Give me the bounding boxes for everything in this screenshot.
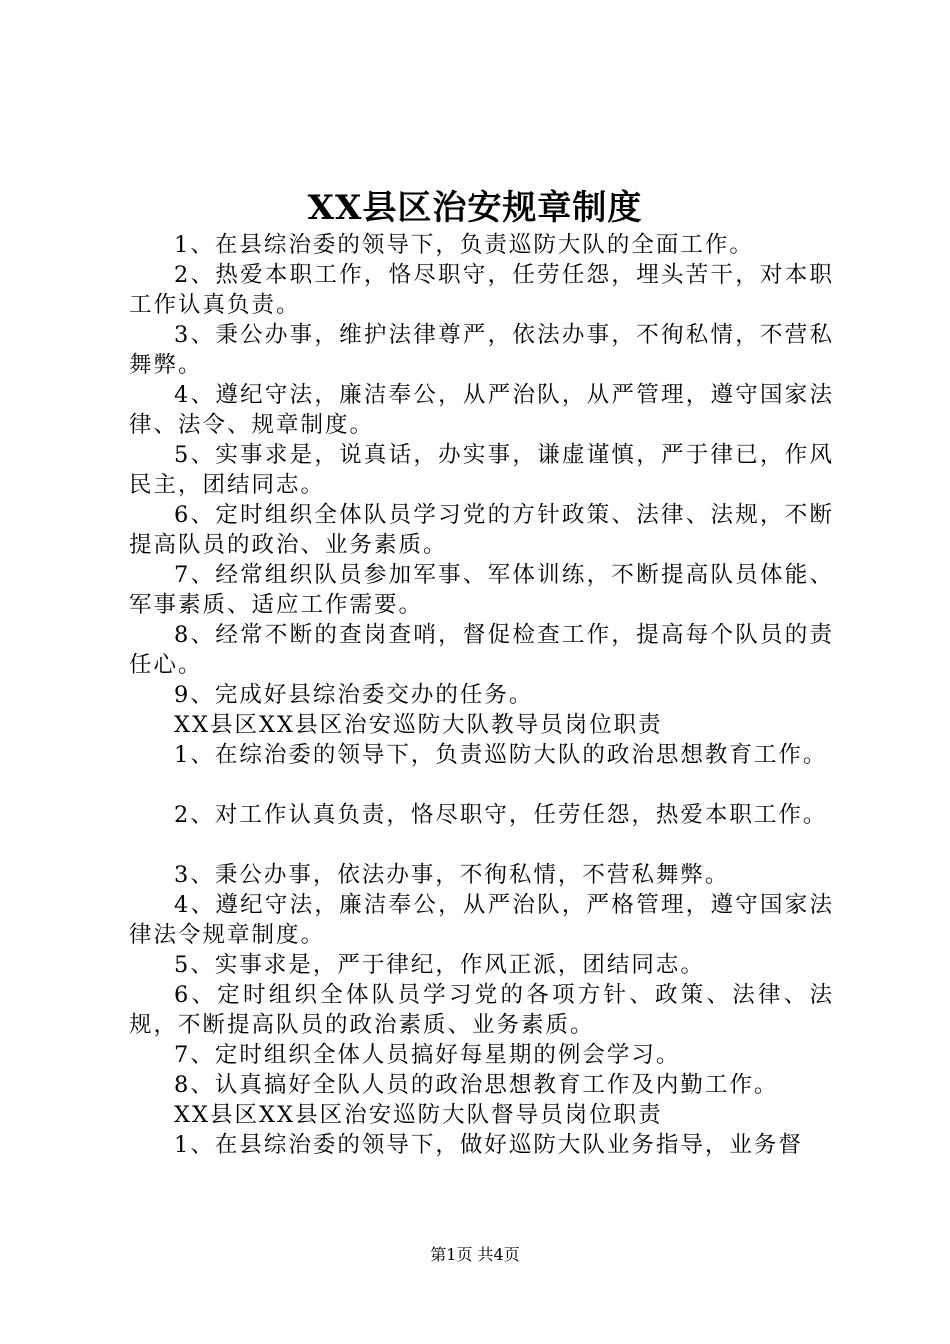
paragraph: 5、实事求是，严于律纪，作风正派，团结同志。 — [174, 952, 705, 978]
paragraph: 1、在县综治委的领导下，做好巡防大队业务指导，业务督 — [174, 1132, 803, 1158]
paragraph: 3、秉公办事，依法办事，不徇私情，不营私舞弊。 — [174, 862, 730, 888]
document-title: XX县区治安规章制度 — [307, 188, 643, 228]
page-footer: 第1页 共4页 — [430, 1245, 520, 1264]
paragraph: 8、经常不断的查岗查哨，督促检查工作，提高每个队员的责任心。 — [129, 622, 834, 678]
paragraph: 6、定时组织全体队员学习党的各项方针、政策、法律、法规，不断提高队员的政治素质、业务素质。 — [129, 982, 834, 1038]
paragraph: 4、遵纪守法，廉洁奉公，从严治队，从严管理，遵守国家法律、法令、规章制度。 — [129, 382, 834, 438]
paragraph: 2、热爱本职工作，恪尽职守，任劳任怨，埋头苦干，对本职工作认真负责。 — [129, 262, 834, 318]
paragraph: 6、定时组织全体队员学习党的方针政策、法律、法规，不断提高队员的政治、业务素质。 — [129, 502, 834, 558]
paragraph: 3、秉公办事，维护法律尊严，依法办事，不徇私情，不营私舞弊。 — [129, 322, 834, 378]
paragraph: 1、在综治委的领导下，负责巡防大队的政治思想教育工作。 — [174, 742, 828, 768]
section-heading: XX县区XX县区治安巡防大队督导员岗位职责 — [174, 1102, 663, 1128]
paragraph: 7、定时组织全体人员搞好每星期的例会学习。 — [174, 1042, 681, 1068]
paragraph: 1、在县综治委的领导下，负责巡防大队的全面工作。 — [174, 232, 754, 258]
paragraph: 9、完成好县综治委交办的任务。 — [174, 682, 534, 708]
paragraph: 8、认真搞好全队人员的政治思想教育工作及内勤工作。 — [174, 1072, 779, 1098]
paragraph: 2、对工作认真负责，恪尽职守，任劳任怨，热爱本职工作。 — [174, 802, 828, 828]
paragraph: 5、实事求是，说真话，办实事，谦虚谨慎，严于律已，作风民主，团结同志。 — [129, 442, 834, 498]
paragraph: 7、经常组织队员参加军事、军体训练，不断提高队员体能、军事素质、适应工作需要。 — [129, 562, 834, 618]
paragraph: 4、遵纪守法，廉洁奉公，从严治队，严格管理，遵守国家法律法令规章制度。 — [129, 892, 834, 948]
section-heading: XX县区XX县区治安巡防大队教导员岗位职责 — [174, 712, 663, 738]
document-body — [129, 230, 834, 1160]
